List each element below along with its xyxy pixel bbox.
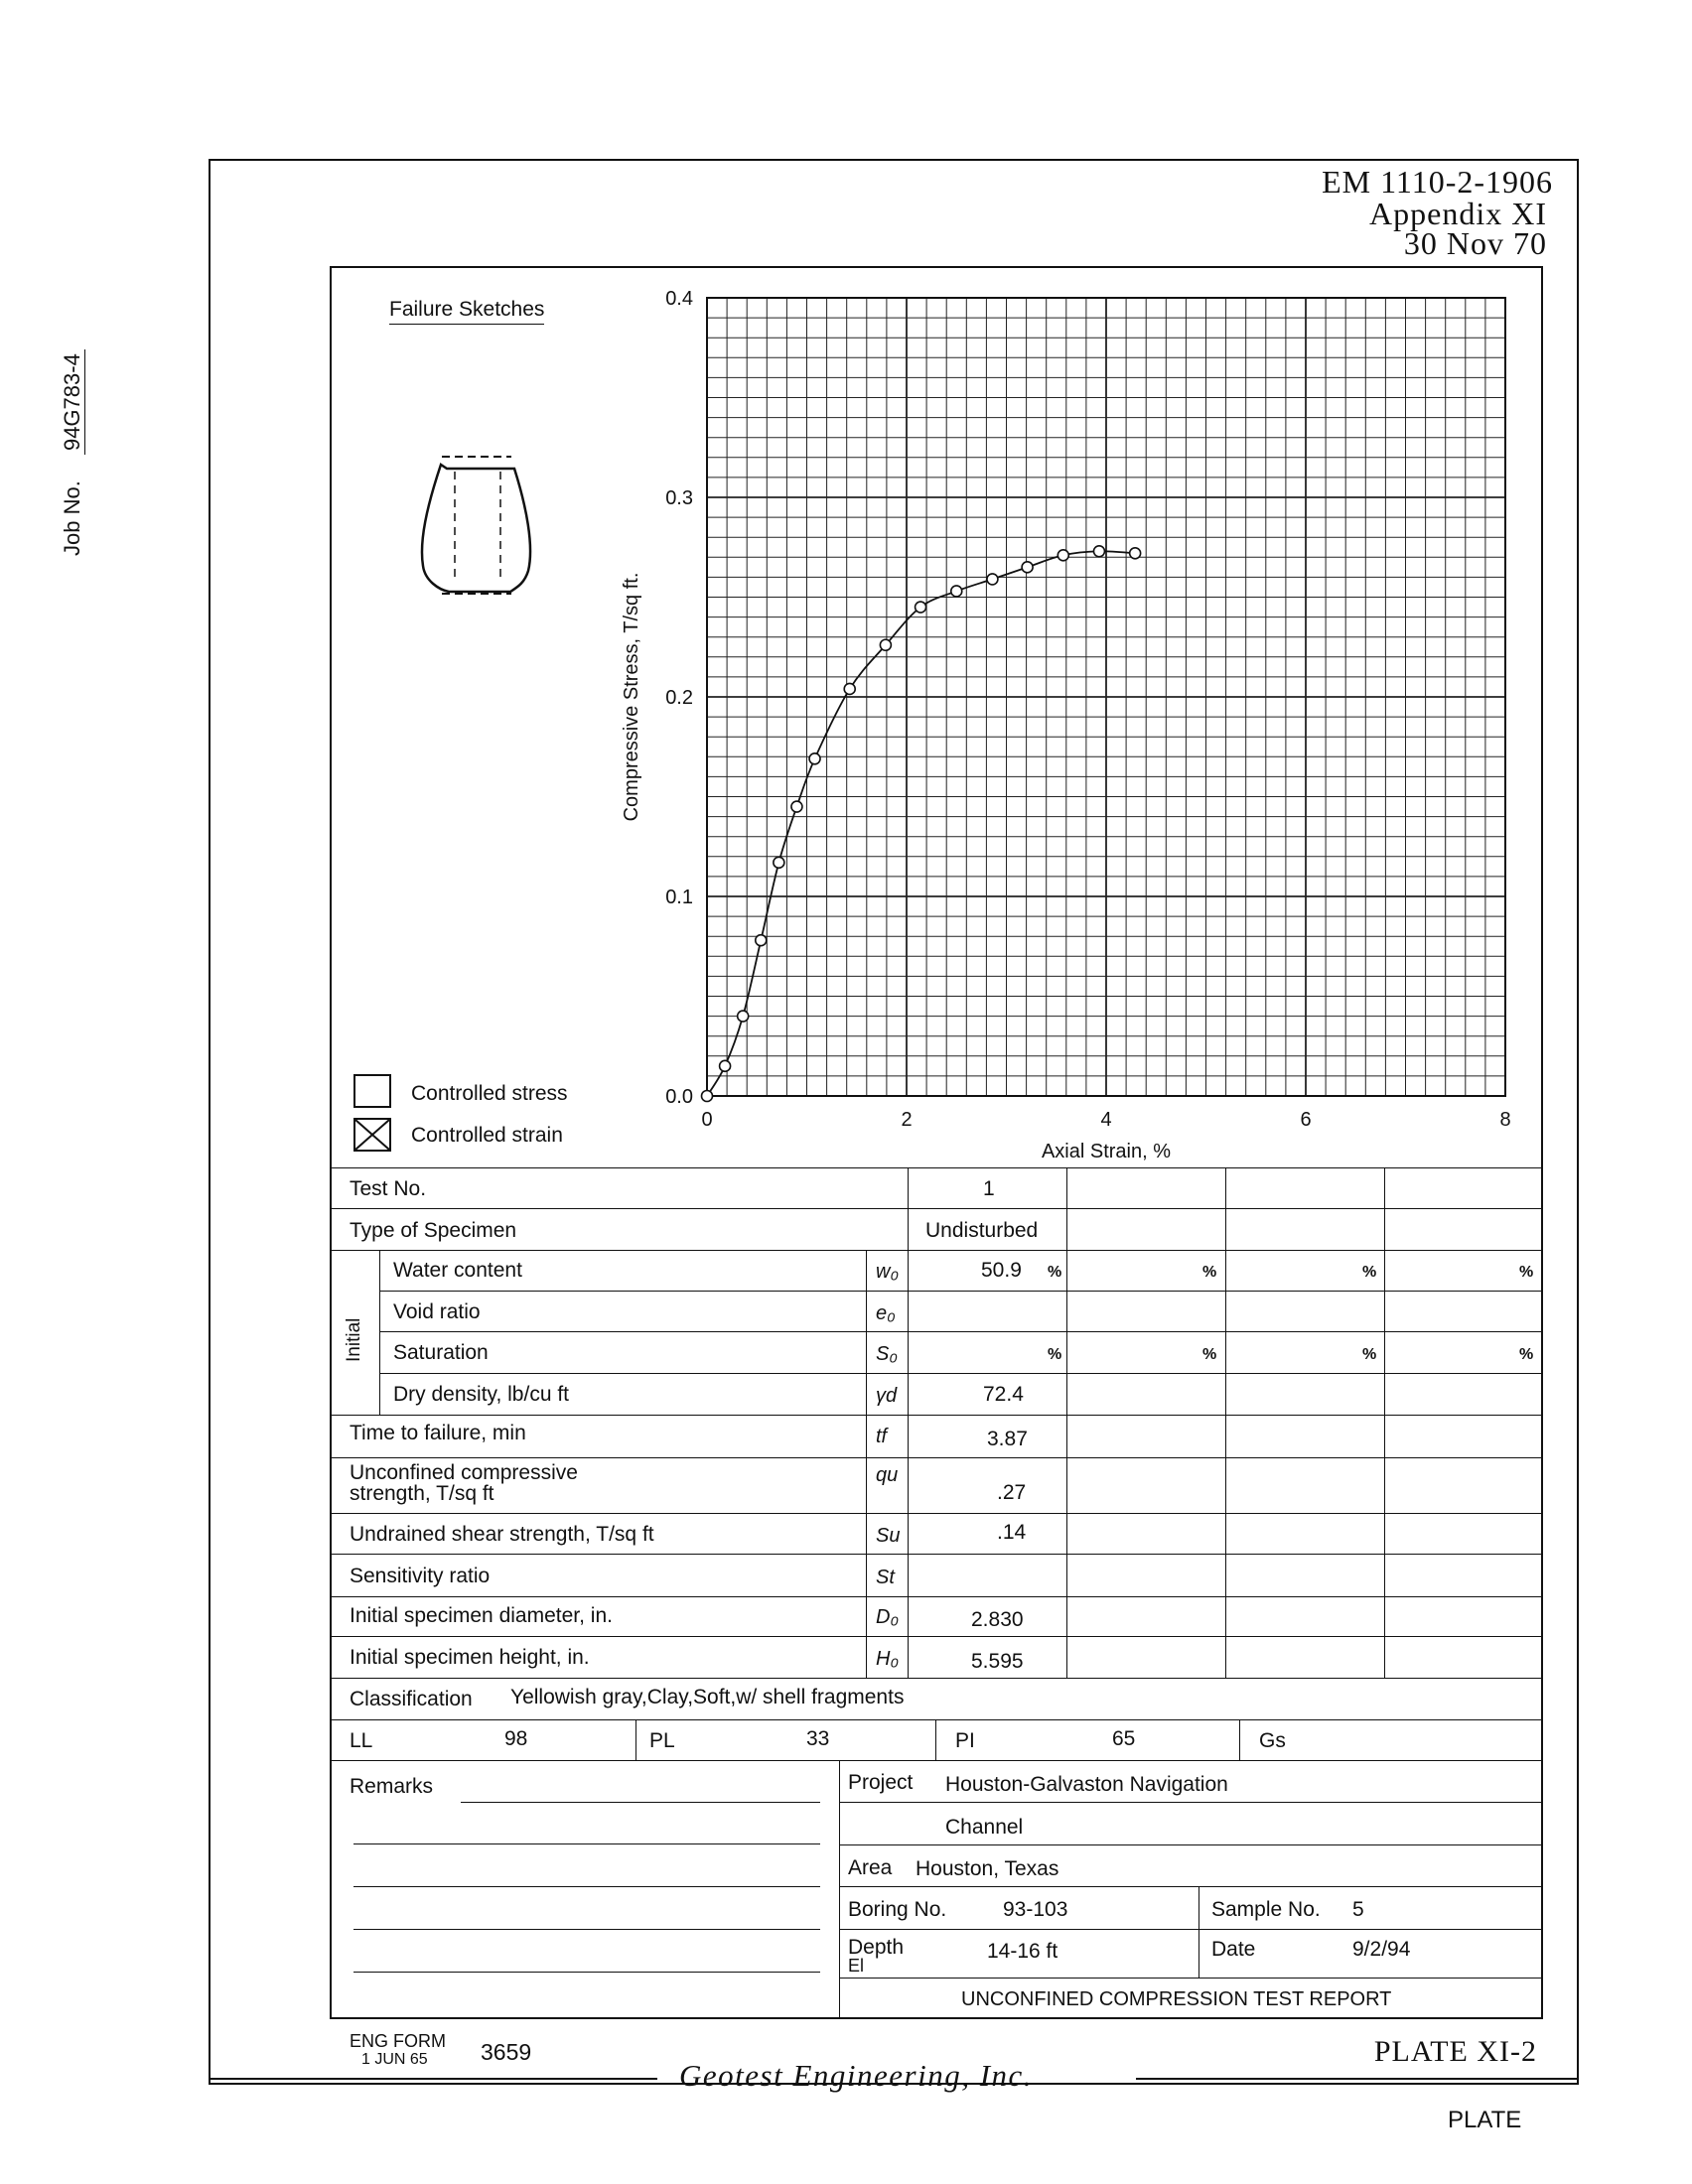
type-label: Type of Specimen [350, 1219, 517, 1242]
ll-value: 98 [504, 1727, 528, 1750]
header-date: 30 Nov 70 [1403, 225, 1547, 261]
company-name: Geotest Engineering, Inc. [679, 2058, 1034, 2093]
pi-value: 65 [1112, 1727, 1136, 1750]
shear-value: .14 [997, 1521, 1027, 1544]
type-value: Undisturbed [925, 1219, 1039, 1242]
report-title: UNCONFINED COMPRESSION TEST REPORT [961, 1988, 1392, 2010]
dry-density-label: Dry density, lb/cu ft [393, 1383, 570, 1406]
ucs-symbol: qu [876, 1464, 899, 1486]
sat-pct-1: % [1048, 1346, 1062, 1363]
saturation-label: Saturation [393, 1341, 489, 1364]
company-rule-right [1136, 2078, 1579, 2080]
eng-form-label: ENG FORM [350, 2031, 446, 2051]
ucs-value: .27 [997, 1481, 1027, 1504]
dry-density-value: 72.4 [983, 1383, 1024, 1406]
pi-label: PI [955, 1729, 975, 1752]
height-label: Initial specimen height, in. [350, 1646, 590, 1669]
sample-value: 5 [1352, 1898, 1364, 1921]
data-point [720, 1060, 731, 1071]
diameter-symbol: D₀ [876, 1606, 899, 1628]
pl-value: 33 [806, 1727, 830, 1750]
x-tick-label: 4 [1100, 1109, 1112, 1131]
depth-label: Depth [848, 1936, 905, 1959]
data-point [951, 586, 962, 597]
shear-label: Undrained shear strength, T/sq ft [350, 1523, 654, 1546]
failure-sketches-label: Failure Sketches [389, 298, 544, 325]
y-tick-label: 0.3 [665, 487, 693, 509]
controlled-stress-label: Controlled stress [411, 1082, 568, 1105]
test-no-value: 1 [983, 1177, 995, 1200]
data-point [809, 753, 820, 764]
project-label: Project [848, 1771, 914, 1794]
date-value: 9/2/94 [1352, 1938, 1411, 1961]
y-axis-label: Compressive Stress, T/sq ft. [621, 572, 642, 822]
sensitivity-symbol: St [876, 1567, 895, 1588]
boring-value: 93-103 [1003, 1898, 1068, 1921]
data-point [791, 801, 802, 812]
boring-label: Boring No. [848, 1898, 947, 1921]
company-rule-left [211, 2078, 657, 2080]
x-tick-label: 0 [701, 1109, 713, 1131]
data-point [844, 683, 855, 694]
gs-label: Gs [1259, 1729, 1286, 1752]
controlled-strain-label: Controlled strain [411, 1124, 563, 1147]
job-value: 94G783-4 [60, 349, 85, 455]
water-label: Water content [393, 1259, 522, 1282]
saturation-symbol: S₀ [876, 1343, 898, 1365]
el-label: El [848, 1956, 865, 1976]
data-point [987, 574, 998, 585]
ucs-label-1: Unconfined compressive [350, 1461, 578, 1484]
project-value-1: Houston-Galvaston Navigation [945, 1773, 1228, 1796]
data-point [1022, 562, 1033, 573]
water-symbol: w₀ [876, 1261, 899, 1283]
job-number [60, 349, 85, 556]
water-value: 50.9 [981, 1259, 1022, 1282]
x-tick-label: 8 [1499, 1109, 1511, 1131]
data-point [756, 935, 767, 946]
depth-value: 14-16 ft [987, 1940, 1058, 1963]
data-point [1130, 548, 1141, 559]
project-value-2: Channel [945, 1816, 1024, 1839]
data-point [1093, 546, 1104, 557]
water-pct-1: % [1048, 1264, 1062, 1281]
y-tick-label: 0.1 [665, 887, 693, 908]
x-tick-label: 6 [1300, 1109, 1312, 1131]
ll-label: LL [350, 1729, 373, 1752]
plate-number: PLATE XI-2 [1373, 2035, 1537, 2068]
failure-sketch-icon [417, 447, 536, 606]
y-tick-label: 0.0 [665, 1086, 693, 1108]
time-symbol: tf [876, 1426, 888, 1447]
classification-value: Yellowish gray,Clay,Soft,w/ shell fragments [510, 1686, 905, 1708]
initial-label: Initial [344, 1317, 364, 1362]
diameter-label: Initial specimen diameter, in. [350, 1604, 613, 1627]
y-tick-label: 0.4 [665, 288, 693, 310]
pl-label: PL [649, 1729, 675, 1752]
data-point [774, 857, 784, 868]
x-tick-label: 2 [901, 1109, 913, 1131]
shear-symbol: Su [876, 1525, 901, 1547]
sat-pct-2: % [1202, 1346, 1217, 1363]
data-point [1058, 550, 1068, 561]
sample-label: Sample No. [1211, 1898, 1321, 1921]
ucs-label-2: strength, T/sq ft [350, 1482, 494, 1505]
diameter-value: 2.830 [971, 1608, 1024, 1631]
water-pct-4: % [1519, 1264, 1534, 1281]
height-symbol: H₀ [876, 1648, 899, 1670]
date-label: Date [1211, 1938, 1256, 1961]
data-point [916, 602, 926, 613]
dry-density-symbol: γd [876, 1385, 898, 1407]
y-tick-label: 0.2 [665, 687, 693, 709]
controlled-stress-checkbox [353, 1074, 391, 1108]
plate-bottom-label: PLATE [1448, 2107, 1522, 2133]
header-em: EM 1110-2-1906 [1322, 164, 1553, 200]
sensitivity-label: Sensitivity ratio [350, 1565, 491, 1587]
time-value: 3.87 [987, 1428, 1028, 1450]
stress-strain-curve [707, 551, 1135, 1096]
area-value: Houston, Texas [916, 1857, 1059, 1880]
water-pct-3: % [1362, 1264, 1377, 1281]
remarks-label: Remarks [350, 1775, 434, 1798]
sat-pct-3: % [1362, 1346, 1377, 1363]
x-axis-label: Axial Strain, % [1041, 1141, 1172, 1162]
data-point [738, 1011, 749, 1022]
classification-label: Classification [350, 1688, 473, 1710]
height-value: 5.595 [971, 1650, 1024, 1673]
void-label: Void ratio [393, 1300, 481, 1323]
time-label: Time to failure, min [350, 1422, 526, 1444]
stress-strain-chart [596, 278, 1539, 1171]
controlled-strain-checkbox [353, 1118, 391, 1152]
eng-form-number: 3659 [481, 2039, 532, 2065]
sat-pct-4: % [1519, 1346, 1534, 1363]
header-appendix: Appendix XI [1369, 196, 1547, 231]
water-pct-2: % [1202, 1264, 1217, 1281]
data-point [702, 1091, 713, 1102]
job-label: Job No. [60, 480, 84, 556]
void-symbol: e₀ [876, 1302, 896, 1324]
area-label: Area [848, 1856, 893, 1879]
project-box [839, 1760, 1543, 2019]
test-no-label: Test No. [350, 1177, 427, 1200]
data-point [880, 639, 891, 650]
eng-form-date: 1 JUN 65 [361, 2051, 428, 2068]
